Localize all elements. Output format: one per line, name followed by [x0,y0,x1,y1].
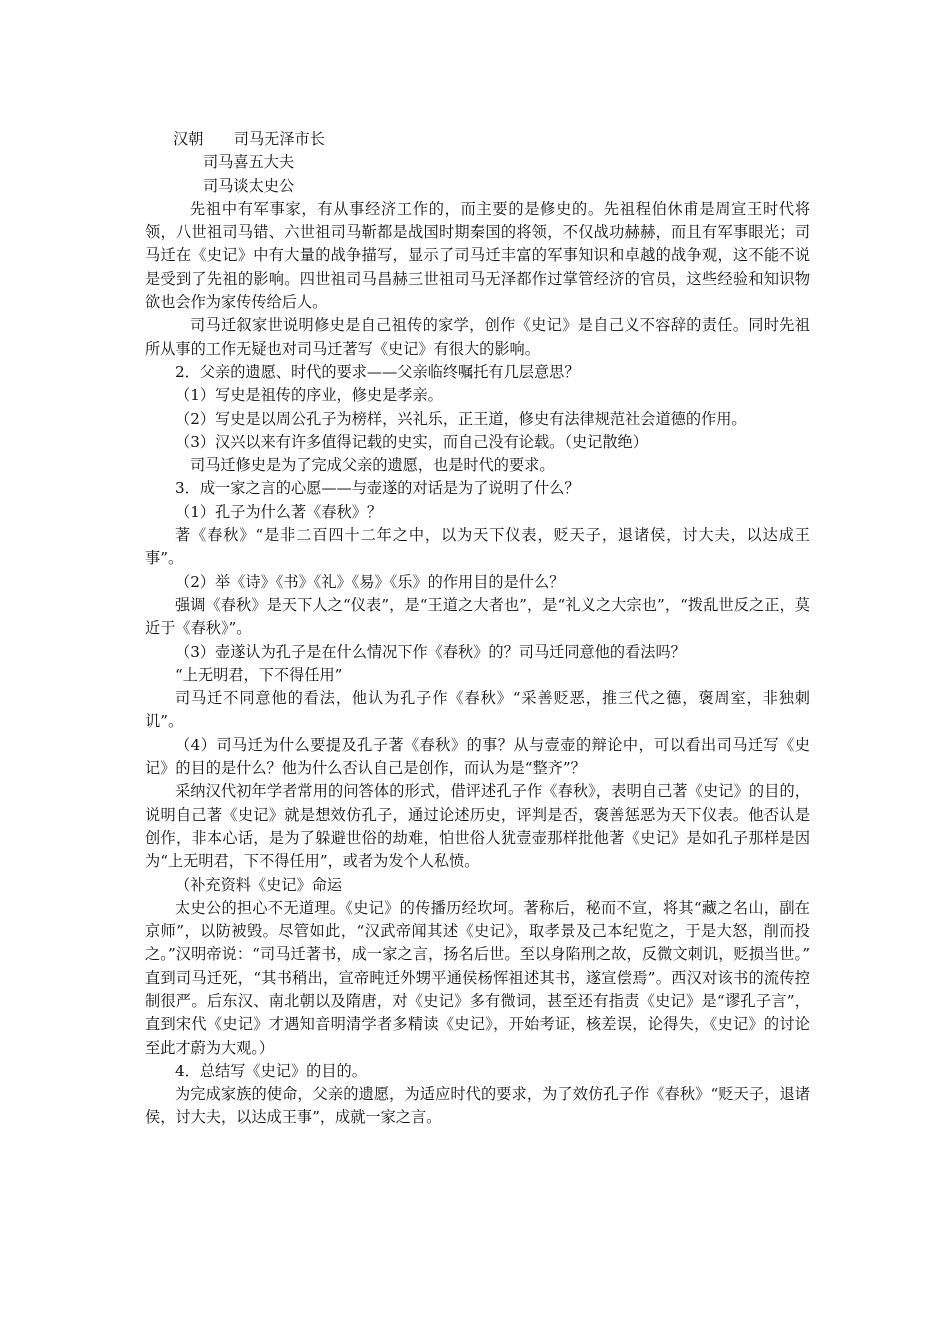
ancestor-line: 汉朝 司马无泽市长 [173,130,325,148]
answer: 司马迁不同意他的看法，他认为孔子作《春秋》“采善贬恶，推三代之德，褒周室，非独刺讥”。 [145,689,810,731]
ancestor-line: 司马喜五大夫 [203,153,295,172]
list-item: （3）汉兴以来有许多值得记载的史实，而自己没有论载。（史记散绝） [175,432,648,451]
list-item: （1）写史是祖传的序业，修史是孝亲。 [175,386,443,405]
answer: 采纳汉代初年学者常用的问答体的形式，借评述孔子作《春秋》，表明自己著《史记》的目的，说明自己著《史记》就是想效仿孔子，通过论述历史，评判是否，褒善惩恶为天下仪表。他否认是创作，非本心话，是为了躲避世俗的劫难，怕世俗人犹壹壶那样批他著《史记》是如孔子那样是因为“上无明君，下不得任用”，或者为发个人私愤。 [145,782,810,871]
supplement-paragraph: 太史公的担心不无道理。《史记》的传播历经坎坷。著称后，秘而不宣，将其“藏之名山，副在京师”，以防被毁。尽管如此，“汉武帝闻其述《史记》，取孝景及己本纪览之，于是大怒，削而投之。”汉明帝说：“司马迁著书，成一家之言，扬名后世。至以身陷刑之故，反微文刺讥，贬损当世。” 直到司马迁死，“其书稍出，宣帝旽迁外甥平通侯杨恽祖述其书，遂宣偿焉”。西汉对该书的流传控制很严。后东汉、南北朝以及隋唐，对《史记》多有微词，甚至还有指责《史记》是“谬孔子言”，直到宋代《史记》才遇知音明清学者多精读《史记》，开始考证，核差误，论得失，《史记》的讨论至此才蔚为大观。） [145,898,810,1057]
question: （3）壶遂认为孔子是在什么情况下作《春秋》的？司马迁同意他的看法吗？ [175,642,686,661]
document-body [145,128,810,1130]
ancestor-line: 司马谈太史公 [203,176,295,195]
answer: “上无明君，下不得任用” [175,665,343,684]
list-item: （2）写史是以周公孔子为榜样，兴礼乐，正王道，修史有法律规范社会道德的作用。 [175,409,747,428]
paragraph: 司马迁修史是为了完成父亲的遗愿，也是时代的要求。 [190,456,555,475]
answer: 强调《春秋》是天下人之“仪表”，是“王道之大者也”，是“礼义之大宗也”，“拨乱世反之正，莫近于《春秋》”。 [145,595,810,638]
question: （1）孔子为什么著《春秋》？ [175,502,383,521]
answer: 著《春秋》“是非二百四十二年之中，以为天下仪表，贬天子，退诸侯，讨大夫，以达成王事”。 [145,526,810,568]
question: （4）司马迁为什么要提及孔子著《春秋》的事？从与壹壶的辩论中，可以看出司马迁写《史记》的目的是什么？他为什么否认自己是创作，而认为是“整齐”？ [145,735,810,778]
supplement-heading: （补充资料《史记》命运 [175,875,343,894]
paragraph: 司马迁叙家世说明修史是自己祖传的家学，创作《史记》是自己义不容辞的责任。同时先祖所从事的工作无疑也对司马迁著写《史记》有很大的影响。 [145,316,810,358]
paragraph: 为完成家族的使命，父亲的遗愿，为适应时代的要求，为了效仿孔子作《春秋》“贬天子，退诸侯，讨大夫，以达成王事”，成就一家之言。 [145,1085,810,1127]
section-heading: 4．总结写《史记》的目的。 [175,1061,367,1080]
question: （2）举《诗》《书》《礼》《易》《乐》的作用目的是什么？ [175,572,565,591]
paragraph: 先祖中有军事家，有从事经济工作的，而主要的是修史的。先祖程伯休甫是周宣王时代将领，八世祖司马错、六世祖司马靳都是战国时期秦国的将领，不仅战功赫赫，而且有军事眼光；司马迁在《史记》中有大量的战争描写，显示了司马迁丰富的军事知识和卓越的战争观，这不能不说是受到了先祖的影响。四世祖司马昌赫三世祖司马无泽都作过掌管经济的官员，这些经验和知识物欲也会作为家传传给后人。 [145,199,810,312]
section-heading: 2．父亲的遗愿、时代的要求——父亲临终嘱托有几层意思？ [175,362,580,381]
section-heading: 3．成一家之言的心愿——与壶遂的对话是为了说明了什么？ [175,479,580,498]
